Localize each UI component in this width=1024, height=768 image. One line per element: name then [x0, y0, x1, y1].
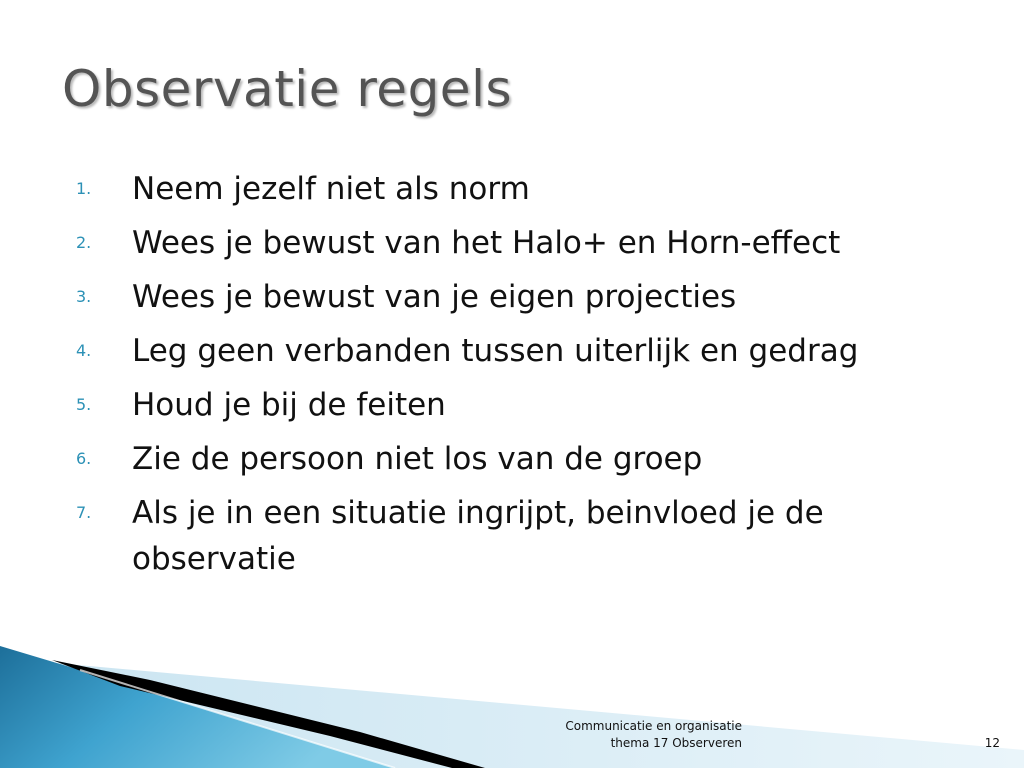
- list-item: [0, 490, 1024, 582]
- footer-topic: thema 17 Observeren: [610, 736, 742, 750]
- list-item: [0, 328, 1024, 374]
- list-item-text: Leg geen verbanden tussen uiterlijk en gedrag: [132, 333, 859, 369]
- observation-rules-list: [0, 166, 1024, 590]
- list-item-text: Wees je bewust van het Halo+ en Horn-effect: [132, 225, 841, 261]
- list-item-text: Houd je bij de feiten: [132, 387, 446, 423]
- list-item: [0, 274, 1024, 320]
- list-item-text: Neem jezelf niet als norm: [132, 171, 530, 207]
- list-item: [0, 436, 1024, 482]
- footer-course-title: Communicatie en organisatie: [565, 719, 742, 733]
- list-item-number: 5.: [76, 395, 92, 414]
- list-item-number: 6.: [76, 449, 92, 468]
- slide-number: 12: [984, 736, 1000, 750]
- list-item-text: Als je in een situatie ingrijpt, beinvloed je de observatie: [132, 495, 824, 577]
- list-item: [0, 382, 1024, 428]
- list-item: [0, 166, 1024, 212]
- list-item-number: 7.: [76, 503, 92, 522]
- list-item-number: 1.: [76, 179, 92, 198]
- list-item: [0, 220, 1024, 266]
- list-item-text: Zie de persoon niet los van de groep: [132, 441, 703, 477]
- slide-title: Observatie regels: [62, 60, 513, 118]
- list-item-text: Wees je bewust van je eigen projecties: [132, 279, 737, 315]
- footer-text: [470, 718, 742, 752]
- list-item-number: 3.: [76, 287, 92, 306]
- list-item-number: 2.: [76, 233, 92, 252]
- list-item-number: 4.: [76, 341, 92, 360]
